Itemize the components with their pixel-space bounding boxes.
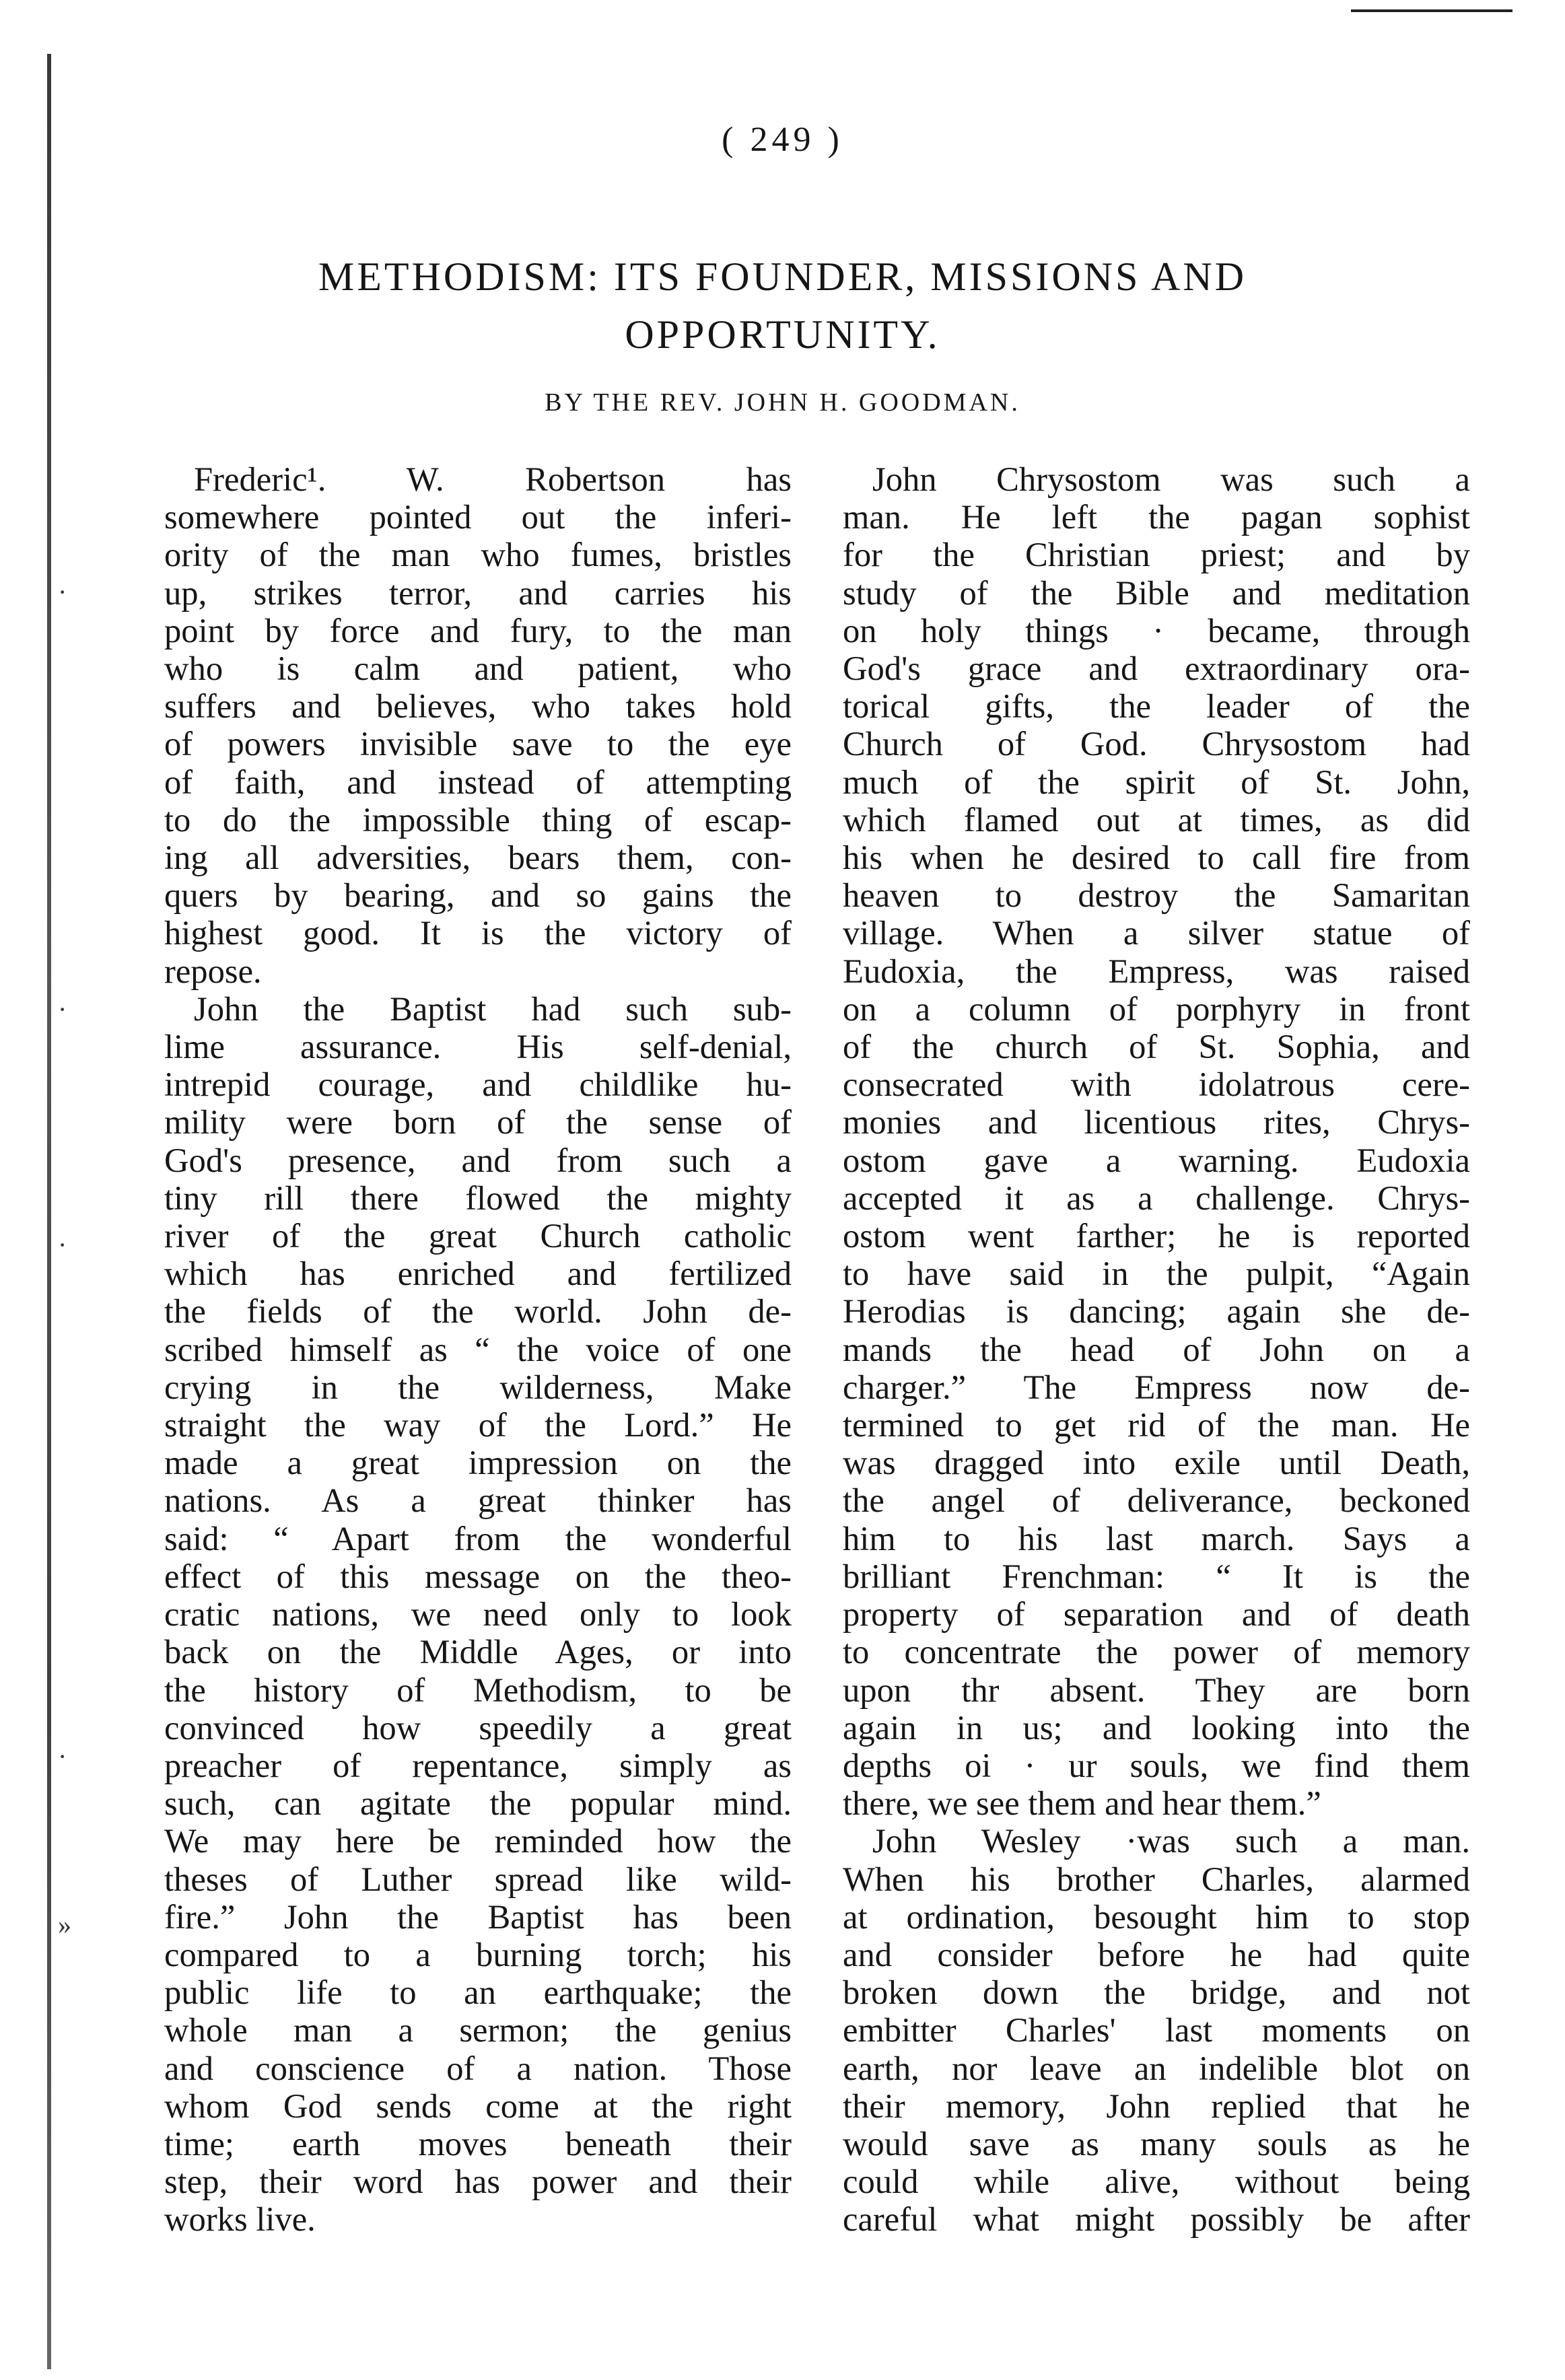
text-line: back on the Middle Ages, or into bbox=[164, 1633, 792, 1671]
text-line: earth, nor leave an indelible blot on bbox=[843, 2049, 1470, 2087]
text-line: nations. As a great thinker has bbox=[164, 1481, 792, 1520]
text-line: property of separation and of death bbox=[843, 1595, 1470, 1634]
text-line: to have said in the pulpit, “Again bbox=[843, 1255, 1470, 1293]
text-line: again in us; and looking into the bbox=[843, 1708, 1470, 1747]
text-line: man. He left the pagan sophist bbox=[843, 498, 1470, 536]
text-line: John Wesley ·was such a man. bbox=[872, 1822, 1470, 1860]
text-line: straight the way of the Lord.” He bbox=[164, 1406, 792, 1444]
right-column bbox=[843, 460, 1470, 2239]
text-line: convinced how speedily a great bbox=[164, 1708, 792, 1747]
text-line: brilliant Frenchman: “ It is the bbox=[843, 1557, 1470, 1595]
text-line: there, we see them and hear them.” bbox=[843, 1784, 1321, 1823]
title-line: METHODISM: ITS FOUNDER, MISSIONS AND bbox=[318, 254, 1247, 299]
text-line: embitter Charles' last moments on bbox=[843, 2011, 1470, 2050]
text-line: time; earth moves beneath their bbox=[164, 2124, 792, 2163]
text-line: effect of this message on the theo- bbox=[164, 1557, 792, 1595]
text-line: scribed himself as “ the voice of one bbox=[164, 1330, 792, 1368]
text-line: could while alive, without being bbox=[843, 2163, 1470, 2201]
text-line: such, can agitate the popular mind. bbox=[164, 1784, 792, 1823]
text-line: ority of the man who fumes, bristles bbox=[164, 536, 792, 574]
text-line: intrepid courage, and childlike hu- bbox=[164, 1065, 792, 1104]
text-line: repose. bbox=[164, 952, 262, 990]
text-line: his when he desired to call fire from bbox=[843, 839, 1470, 877]
text-line: him to his last march. Says a bbox=[843, 1519, 1470, 1558]
text-line: somewhere pointed out the inferi- bbox=[164, 498, 792, 536]
text-line: of faith, and instead of attempting bbox=[164, 763, 792, 801]
text-line: ostom went farther; he is reported bbox=[843, 1217, 1470, 1255]
text-line: up, strikes terror, and carries his bbox=[164, 573, 792, 612]
text-line: on holy things · became, through bbox=[843, 611, 1470, 650]
text-line: charger.” The Empress now de- bbox=[843, 1368, 1470, 1406]
scan-top-rule bbox=[1351, 9, 1512, 12]
text-line: upon thr absent. They are born bbox=[843, 1671, 1470, 1709]
text-line: their memory, John replied that he bbox=[843, 2087, 1470, 2125]
text-line: mility were born of the sense of bbox=[164, 1103, 792, 1142]
text-line: consecrated with idolatrous cere- bbox=[843, 1065, 1470, 1104]
text-line: heaven to destroy the Samaritan bbox=[843, 876, 1470, 915]
text-line: village. When a silver statue of bbox=[843, 914, 1470, 952]
text-line: God's presence, and from such a bbox=[164, 1141, 792, 1179]
title-line: OPPORTUNITY. bbox=[625, 312, 940, 357]
text-line: much of the spirit of St. John, bbox=[843, 763, 1470, 801]
text-line: the angel of deliverance, beckoned bbox=[843, 1481, 1470, 1520]
page-number: ( 249 ) bbox=[722, 120, 843, 159]
text-line: John Chrysostom was such a bbox=[872, 460, 1470, 498]
text-line: river of the great Church catholic bbox=[164, 1217, 792, 1255]
text-line: careful what might possibly be after bbox=[843, 2200, 1470, 2239]
text-line: of the church of St. Sophia, and bbox=[843, 1028, 1470, 1066]
text-line: Frederic¹. W. Robertson has bbox=[194, 460, 792, 498]
text-line: God's grace and extraordinary ora- bbox=[843, 650, 1470, 688]
text-line: to concentrate the power of memory bbox=[843, 1633, 1470, 1671]
text-line: public life to an earthquake; the bbox=[164, 1973, 792, 2012]
text-line: at ordination, besought him to stop bbox=[843, 1897, 1470, 1936]
text-line: suffers and believes, who takes hold bbox=[164, 687, 792, 726]
text-line: for the Christian priest; and by bbox=[843, 536, 1470, 574]
text-line: whole man a sermon; the genius bbox=[164, 2011, 792, 2050]
text-line: broken down the bridge, and not bbox=[843, 1973, 1470, 2012]
text-line: theses of Luther spread like wild- bbox=[164, 1860, 792, 1898]
text-line: termined to get rid of the man. He bbox=[843, 1406, 1470, 1444]
left-column bbox=[164, 460, 792, 2239]
text-line: lime assurance. His self-denial, bbox=[164, 1028, 792, 1066]
text-line: fire.” John the Baptist has been bbox=[164, 1897, 792, 1936]
text-line: made a great impression on the bbox=[164, 1444, 792, 1482]
text-line: Eudoxia, the Empress, was raised bbox=[843, 952, 1470, 990]
text-line: mands the head of John on a bbox=[843, 1330, 1470, 1368]
text-line: John the Baptist had such sub- bbox=[194, 989, 792, 1028]
text-line: works live. bbox=[164, 2200, 316, 2239]
text-line: which has enriched and fertilized bbox=[164, 1255, 792, 1293]
text-line: We may here be reminded how the bbox=[164, 1822, 792, 1860]
text-line: to do the impossible thing of escap- bbox=[164, 800, 792, 839]
text-line: depths oi · ur souls, we find them bbox=[843, 1746, 1470, 1784]
text-line: whom God sends come at the right bbox=[164, 2087, 792, 2125]
text-line: step, their word has power and their bbox=[164, 2163, 792, 2201]
text-line: crying in the wilderness, Make bbox=[164, 1368, 792, 1406]
text-line: said: “ Apart from the wonderful bbox=[164, 1519, 792, 1558]
text-line: would save as many souls as he bbox=[843, 2124, 1470, 2163]
text-line: accepted it as a challenge. Chrys- bbox=[843, 1179, 1470, 1217]
text-line: monies and licentious rites, Chrys- bbox=[843, 1103, 1470, 1142]
text-line: quers by bearing, and so gains the bbox=[164, 876, 792, 915]
text-line: who is calm and patient, who bbox=[164, 650, 792, 688]
text-line: highest good. It is the victory of bbox=[164, 914, 792, 952]
author-byline: BY THE REV. JOHN H. GOODMAN. bbox=[545, 388, 1020, 417]
text-line: which flamed out at times, as did bbox=[843, 800, 1470, 839]
text-line: cratic nations, we need only to look bbox=[164, 1595, 792, 1634]
article-title bbox=[0, 248, 1565, 363]
text-line: the history of Methodism, to be bbox=[164, 1671, 792, 1709]
text-line: When his brother Charles, alarmed bbox=[843, 1860, 1470, 1898]
text-line: study of the Bible and meditation bbox=[843, 573, 1470, 612]
text-line: tiny rill there flowed the mighty bbox=[164, 1179, 792, 1217]
text-line: Herodias is dancing; again she de- bbox=[843, 1292, 1470, 1331]
text-line: Church of God. Chrysostom had bbox=[843, 725, 1470, 763]
text-line: ostom gave a warning. Eudoxia bbox=[843, 1141, 1470, 1179]
text-line: point by force and fury, to the man bbox=[164, 611, 792, 650]
text-line: was dragged into exile until Death, bbox=[843, 1444, 1470, 1482]
text-line: the fields of the world. John de- bbox=[164, 1292, 792, 1331]
text-line: preacher of repentance, simply as bbox=[164, 1746, 792, 1784]
text-line: on a column of porphyry in front bbox=[843, 989, 1470, 1028]
text-line: and consider before he had quite bbox=[843, 1935, 1470, 1973]
text-line: compared to a burning torch; his bbox=[164, 1935, 792, 1973]
text-line: of powers invisible save to the eye bbox=[164, 725, 792, 763]
text-line: and conscience of a nation. Those bbox=[164, 2049, 792, 2087]
text-line: ing all adversities, bears them, con- bbox=[164, 839, 792, 877]
text-line: torical gifts, the leader of the bbox=[843, 687, 1470, 726]
